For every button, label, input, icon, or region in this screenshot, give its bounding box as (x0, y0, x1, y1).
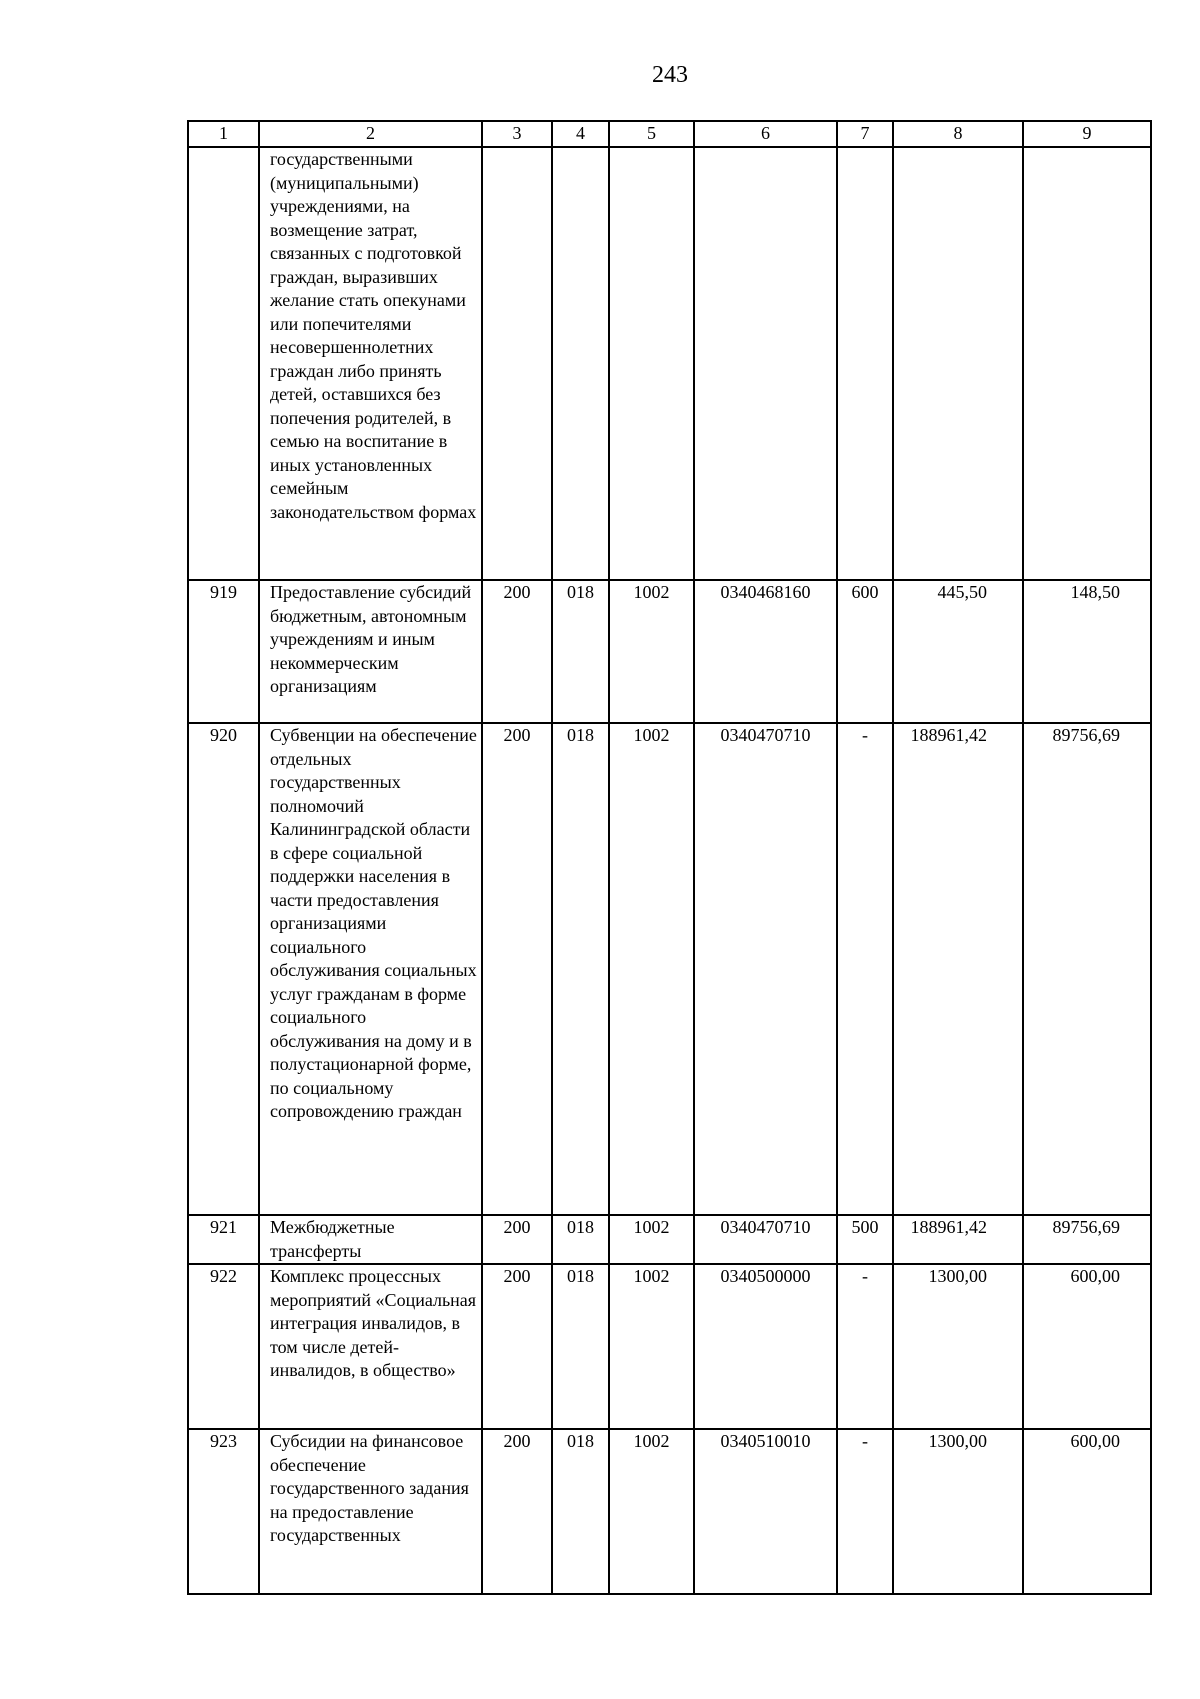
row-cell-8: 1300,00 (893, 1264, 1023, 1429)
row-cell-7: 600 (837, 580, 893, 723)
row-cell-3 (482, 147, 552, 580)
header-row (188, 121, 1151, 147)
row-cell-5: 1002 (609, 580, 694, 723)
table-row (188, 580, 1151, 723)
row-cell-3: 200 (482, 723, 552, 1215)
row-cell-4: 018 (552, 1264, 609, 1429)
row-cell-6: 0340470710 (694, 1215, 837, 1264)
column-header-1: 1 (188, 121, 259, 147)
row-number: 922 (188, 1264, 259, 1429)
table-row (188, 1429, 1151, 1594)
column-header-9: 9 (1023, 121, 1151, 147)
row-cell-3: 200 (482, 1264, 552, 1429)
row-cell-5: 1002 (609, 723, 694, 1215)
row-cell-7 (837, 147, 893, 580)
row-cell-9: 600,00 (1023, 1264, 1151, 1429)
row-number: 920 (188, 723, 259, 1215)
row-cell-5: 1002 (609, 1215, 694, 1264)
row-cell-8: 1300,00 (893, 1429, 1023, 1594)
row-cell-7: - (837, 723, 893, 1215)
row-cell-8: 188961,42 (893, 723, 1023, 1215)
row-cell-7: 500 (837, 1215, 893, 1264)
row-name: Субсидии на финансовое обеспечение государственного задания на предоставление государственных (259, 1429, 482, 1594)
row-name: государственными (муниципальными) учреждениями, на возмещение затрат, связанных с подготовкой граждан, выразивших желание стать опекунами или попечителями несовершеннолетних граждан либо принять детей, оставшихся без попечения родителей, в семью на воспитание в иных установленных семейным законодательством формах (259, 147, 482, 580)
row-cell-3: 200 (482, 580, 552, 723)
row-number: 923 (188, 1429, 259, 1594)
row-number: 919 (188, 580, 259, 723)
table-row (188, 723, 1151, 1215)
row-cell-9: 89756,69 (1023, 723, 1151, 1215)
column-header-8: 8 (893, 121, 1023, 147)
row-cell-8: 445,50 (893, 580, 1023, 723)
row-cell-4: 018 (552, 1215, 609, 1264)
row-cell-9: 600,00 (1023, 1429, 1151, 1594)
row-cell-9: 148,50 (1023, 580, 1151, 723)
table-row (188, 1264, 1151, 1429)
column-header-6: 6 (694, 121, 837, 147)
row-cell-6: 0340470710 (694, 723, 837, 1215)
row-cell-3: 200 (482, 1215, 552, 1264)
row-cell-6: 0340500000 (694, 1264, 837, 1429)
row-cell-4: 018 (552, 580, 609, 723)
row-name: Межбюджетные трансферты (259, 1215, 482, 1264)
row-cell-8: 188961,42 (893, 1215, 1023, 1264)
row-cell-5 (609, 147, 694, 580)
row-cell-6 (694, 147, 837, 580)
row-cell-6: 0340510010 (694, 1429, 837, 1594)
column-header-7: 7 (837, 121, 893, 147)
column-header-3: 3 (482, 121, 552, 147)
table-row (188, 1215, 1151, 1264)
row-name: Комплекс процессных мероприятий «Социальная интеграция инвалидов, в том числе детей-инвалидов, в общество» (259, 1264, 482, 1429)
row-cell-7: - (837, 1429, 893, 1594)
row-number (188, 147, 259, 580)
row-name: Предоставление субсидий бюджетным, автономным учреждениям и иным некоммерческим организациям (259, 580, 482, 723)
row-cell-5: 1002 (609, 1429, 694, 1594)
column-header-2: 2 (259, 121, 482, 147)
budget-table (187, 120, 1152, 1595)
row-cell-5: 1002 (609, 1264, 694, 1429)
row-cell-3: 200 (482, 1429, 552, 1594)
page-number: 243 (652, 62, 688, 88)
row-cell-9 (1023, 147, 1151, 580)
table-row-continuation (188, 147, 1151, 580)
row-cell-8 (893, 147, 1023, 580)
row-cell-6: 0340468160 (694, 580, 837, 723)
column-header-5: 5 (609, 121, 694, 147)
row-cell-9: 89756,69 (1023, 1215, 1151, 1264)
row-cell-4 (552, 147, 609, 580)
row-cell-4: 018 (552, 723, 609, 1215)
row-number: 921 (188, 1215, 259, 1264)
row-name: Субвенции на обеспечение отдельных государственных полномочий Калининградской области в сфере социальной поддержки населения в части предоставления организациями социального обслуживания социальных услуг гражданам в форме социального обслуживания на дому и в полустационарной форме, по социальному сопровождению граждан (259, 723, 482, 1215)
row-cell-4: 018 (552, 1429, 609, 1594)
column-header-4: 4 (552, 121, 609, 147)
row-cell-7: - (837, 1264, 893, 1429)
